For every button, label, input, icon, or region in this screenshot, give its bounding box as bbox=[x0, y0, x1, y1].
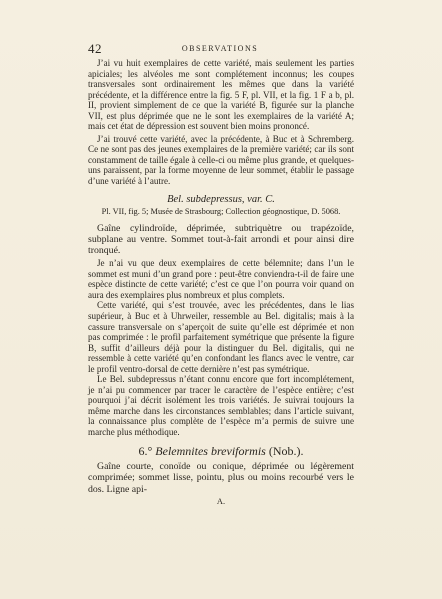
species-name: Belemnites breviformis bbox=[155, 443, 266, 458]
paragraph: Le Bel. subdepressus n’étant connu encore que fort incomplétement, je n’ai pu commencer par tracer le caractère de l’espèce entière; c’est pourquoi j’ai décrit isolément les trois variétés. Je suivrai toujours la même marche dans les circonstances semblables; dans l’article suivant, la connaissance plus complète de l’espèce m’a permis de suivre une marche plus méthodique. bbox=[88, 374, 354, 438]
section-heading: Bel. subdepressus, var. C. bbox=[167, 193, 275, 205]
page-number: 42 bbox=[88, 41, 102, 56]
species-number: 6.° bbox=[138, 443, 153, 458]
paragraph: J’ai vu huit exemplaires de cette variété, mais seulement les parties apiciales; les alvéoles me sont complétement inconnus; les coupes transversales sont ordinairement les mêmes que dans la variété précédente, et la différence entre la fig. 5 F, pl. VII, et la fig. 1 F a b, pl. II, provient simplement de ce que la variété B, figurée sur la planche VII, est plus déprimée que ne le sont les exemplaires de la variété A; mais cet état de dépression est souvent bien moins prononcé. bbox=[88, 58, 354, 132]
running-head: OBSERVATIONS bbox=[181, 44, 259, 53]
paragraph: J’ai trouvé cette variété, avec la précédente, à Buc et à Schremberg. Ce ne sont pas des jeunes exemplaires de la première variété; car ils sont constamment de taille égale à celle-ci ou même plus grande, et quelques-uns paraissent, par la forme moyenne de leur sommet, établir le passage d’une variété à l’autre. bbox=[88, 133, 354, 187]
species-heading bbox=[88, 443, 354, 458]
figure-reference: Pl. VII, fig. 5; Musée de Strasbourg; Collection géognostique, D. 5068. bbox=[101, 207, 341, 217]
diagnosis-paragraph: Gaîne cylindroïde, déprimée, subtriquètre ou trapézoïde, subplane au ventre. Sommet tout-à-fait arrondi et pour ainsi dire tronqué. bbox=[88, 222, 354, 257]
catchword: A. bbox=[216, 496, 226, 506]
page-header bbox=[88, 41, 352, 58]
diagnosis-paragraph: Gaîne courte, conoïde ou conique, déprimée ou légèrement comprimée; sommet lisse, pointu, plus ou moins recourbé vers le dos. Ligne api- bbox=[88, 461, 354, 495]
paragraph: Cette variété, qui s’est trouvée, avec les précédentes, dans le lias supérieur, à Buc et à Uhrweiler, ressemble au Bel. digitalis; mais à la cassure transversale on s’aperçoit de suite qu’elle est déprimée et non pas comprimée : le profil parfaitement symétrique que présente la figure B, suffit d’ailleurs déjà pour la distinguer du Bel. digitalis, qui ne ressemble à cette variété qu’en confondant les flancs avec le ventre, car le profil ventro-dorsal de cette dernière n’est pas symétrique. bbox=[88, 300, 354, 374]
paragraph: Je n’ai vu que deux exemplaires de cette bélemnite; dans l’un le sommet est muni d’un grand pore : peut-être conviendra-t-il de faire une espèce distincte de cette variété; c’est ce que l’on pourra voir quand on aura des exemplaires plus nombreux et plus complets. bbox=[88, 258, 354, 300]
species-author: (Nob.). bbox=[268, 443, 304, 458]
page-content bbox=[88, 58, 354, 507]
